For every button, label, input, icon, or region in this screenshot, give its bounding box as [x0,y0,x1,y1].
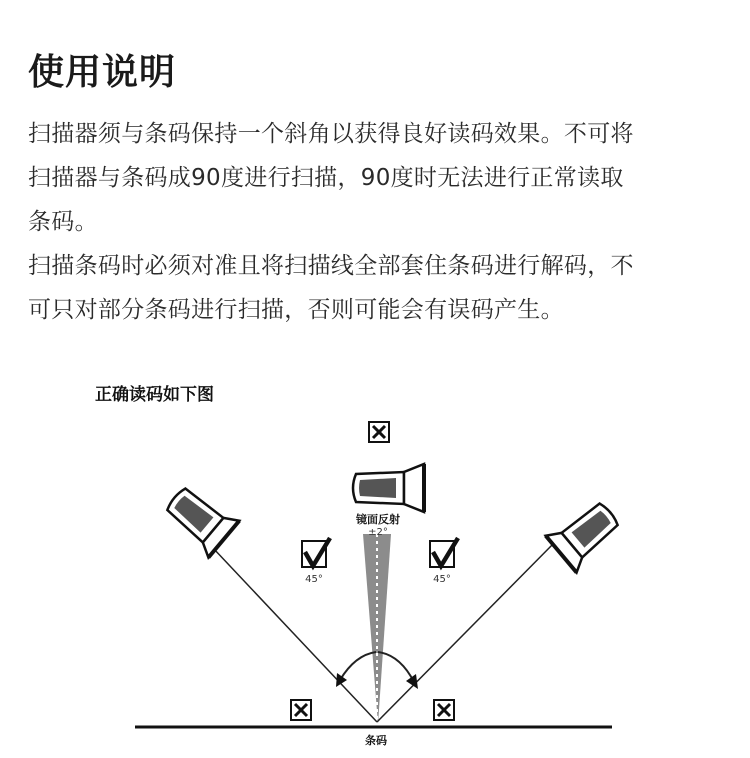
paragraph-2-line-1: 扫描条码时必须对准且将扫描线全部套住条码进行解码，不 [28,253,634,279]
left-correct-check-icon [302,538,330,567]
paragraph-1-line-2: 扫描器与条码成90度进行扫描，90度时无法进行正常读取 [28,165,624,191]
mirror-reflection-label: 镜面反射 [356,513,400,526]
right-angle-label: 45° [433,574,451,585]
left-angle-arc [340,652,376,680]
right-scanner-icon [546,494,626,572]
right-scan-line [377,540,557,722]
right-angle-arc [378,652,414,682]
instruction-paragraph-1 [28,112,634,244]
barcode-label: 条码 [365,734,387,747]
left-angle-label: 45° [305,574,323,585]
instruction-paragraph-2 [28,244,634,332]
top-wrong-mark-icon [369,422,389,442]
page-title: 使用说明 [28,52,177,93]
diagram-subtitle: 正确读码如下图 [95,385,214,405]
paragraph-1-line-3: 条码。 [28,209,98,235]
bottom-left-wrong-mark-icon [291,700,311,720]
scanning-angle-diagram [0,360,750,758]
left-scanner-icon [159,479,239,557]
right-correct-check-icon [430,538,458,567]
paragraph-1-line-1: 扫描器须与条码保持一个斜角以获得良好读码效果。不可将 [28,121,634,147]
bottom-right-wrong-mark-icon [434,700,454,720]
paragraph-2-line-2: 可只对部分条码进行扫描，否则可能会有误码产生。 [28,297,564,323]
mirror-angle-label: ±2° [368,527,388,538]
left-scan-line [213,548,377,722]
top-scanner-icon [353,464,424,512]
